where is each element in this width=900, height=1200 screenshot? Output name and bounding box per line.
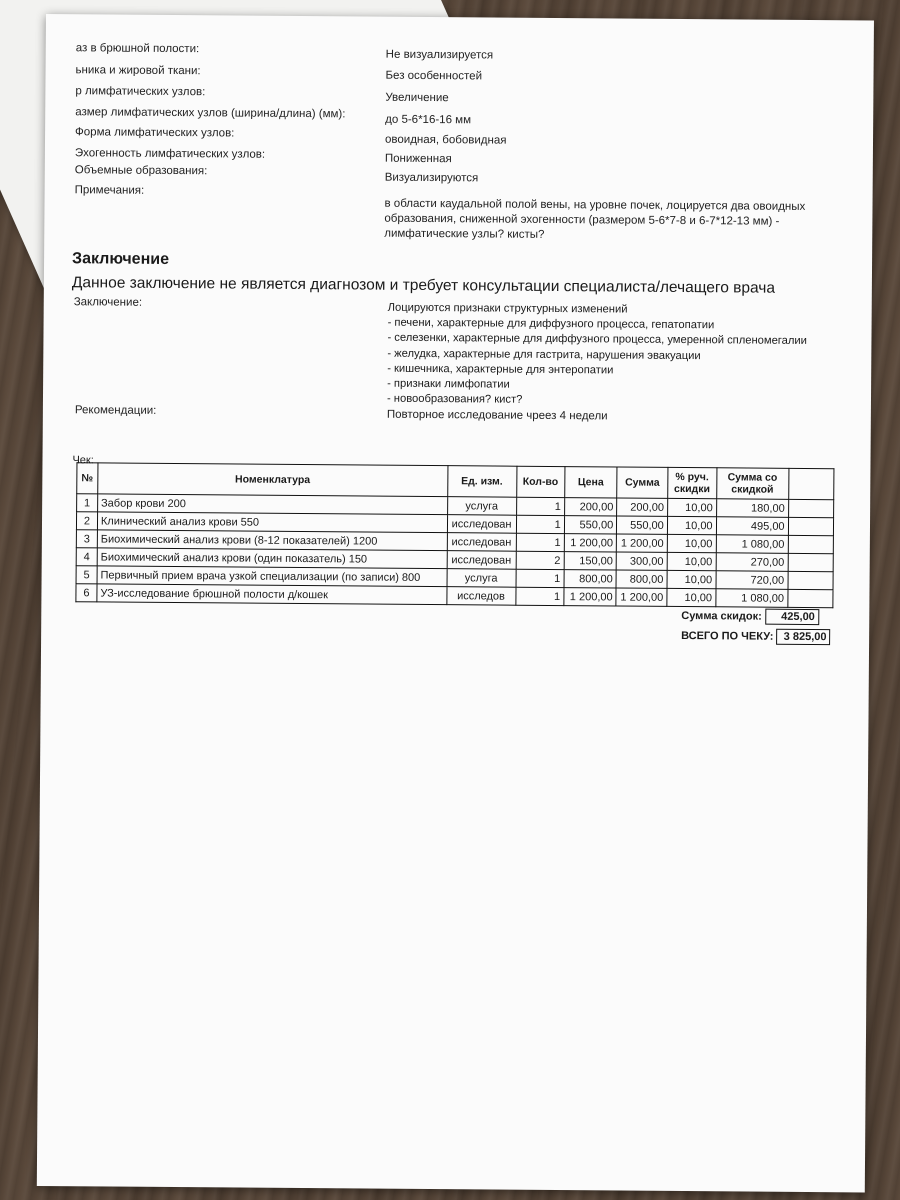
field-value: Визуализируются (384, 171, 479, 185)
row-discount-percent: 10,00 (667, 534, 716, 552)
row-price: 800,00 (564, 570, 617, 588)
header-discounted-sum: Сумма со скидкой (716, 468, 788, 500)
field-key: ьника и жировой ткани: (75, 64, 201, 78)
row-quantity: 1 (516, 569, 564, 587)
field-key: Объемные образования: (74, 164, 208, 178)
header-empty (788, 468, 834, 499)
row-discount-percent: 10,00 (667, 570, 716, 588)
row-empty (787, 589, 833, 607)
field-key: аз в брюшной полости: (75, 42, 200, 56)
conclusion-line: - желудка, характерные для гастрита, нарушения эвакуации (387, 347, 701, 362)
row-unit: услуга (447, 497, 516, 516)
row-price: 150,00 (564, 552, 617, 570)
header-price: Цена (564, 467, 617, 498)
row-item: УЗ-исследование брюшной полости д/кошек (97, 584, 447, 605)
conclusion-line: - селезенки, характерные для диффузного процесса, умеренной спленомегалии (387, 332, 807, 348)
notes-value: в области каудальной полой вены, на уровне почек, лоцируется два овоидных образования, сниженной эхогенности (размером 5-6*7-8 и 6-7*12-13 мм) - лимфатические узлы? кисты? (384, 197, 806, 241)
row-item: Первичный прием врача узкой специализации (по записи) 800 (97, 566, 447, 587)
conclusion-heading: Заключение (72, 250, 170, 268)
discount-total-label: Сумма скидок: (681, 610, 762, 623)
row-price: 1 200,00 (564, 534, 617, 552)
row-discounted-sum: 1 080,00 (716, 535, 788, 554)
row-item: Биохимический анализ крови (8-12 показателей) 1200 (97, 530, 447, 551)
row-discount-percent: 10,00 (667, 552, 716, 570)
row-unit: услуга (447, 569, 516, 588)
row-quantity: 1 (516, 533, 564, 551)
discount-total-row (681, 608, 819, 625)
row-unit: исследован (447, 515, 516, 534)
row-unit: исследован (447, 551, 516, 570)
row-price: 550,00 (564, 516, 617, 534)
row-unit: исследован (447, 533, 516, 552)
row-quantity: 1 (516, 497, 564, 515)
row-quantity: 1 (516, 515, 564, 533)
conclusion-label: Заключение: (73, 296, 143, 309)
row-quantity: 2 (516, 551, 564, 569)
row-discount-percent: 10,00 (667, 588, 716, 606)
row-index: 6 (76, 584, 97, 602)
header-item: Номенклатура (98, 463, 448, 497)
grand-total-row (681, 628, 831, 645)
row-index: 3 (76, 530, 97, 548)
row-discounted-sum: 270,00 (716, 553, 788, 572)
receipt-table (75, 462, 834, 608)
row-discounted-sum: 1 080,00 (715, 589, 787, 608)
row-index: 4 (76, 548, 97, 566)
recommendations-value: Повторное исследование чреез 4 недели (386, 408, 608, 423)
grand-total-label: ВСЕГО ПО ЧЕКУ: (681, 630, 774, 643)
field-key: р лимфатических узлов: (75, 85, 206, 99)
row-sum: 300,00 (616, 552, 667, 570)
row-price: 200,00 (564, 498, 617, 516)
row-sum: 800,00 (616, 570, 667, 588)
row-discount-percent: 10,00 (667, 498, 716, 516)
row-index: 1 (77, 494, 98, 512)
row-index: 2 (76, 512, 97, 530)
row-discounted-sum: 495,00 (716, 517, 788, 536)
conclusion-line: Лоцируются признаки структурных изменений (387, 301, 628, 316)
row-sum: 1 200,00 (616, 588, 667, 606)
receipt-label: Чек: (72, 454, 94, 467)
field-value: Без особенностей (385, 69, 483, 83)
row-unit: исследов (446, 587, 515, 606)
row-discounted-sum: 720,00 (716, 571, 788, 590)
row-sum: 550,00 (617, 516, 668, 534)
header-index: № (77, 463, 98, 494)
row-discount-percent: 10,00 (667, 516, 716, 534)
row-empty (788, 517, 834, 535)
field-value: до 5-6*16-16 мм (385, 113, 472, 127)
row-empty (788, 535, 834, 553)
row-item: Биохимический анализ крови (один показатель) 150 (97, 548, 447, 569)
row-quantity: 1 (515, 587, 563, 605)
row-empty (788, 571, 834, 589)
header-quantity: Кол-во (516, 466, 564, 497)
conclusion-line: - признаки лимфопатии (387, 377, 510, 391)
header-discount-percent: % руч. скидки (668, 467, 717, 498)
row-empty (788, 553, 834, 571)
field-key: Форма лимфатических узлов: (75, 126, 235, 140)
conclusion-line: - новообразования? кист? (386, 392, 523, 406)
conclusion-line: - печени, характерные для диффузного процесса, гепатопатии (387, 316, 715, 332)
discount-total-value: 425,00 (765, 609, 819, 625)
field-value: Увеличение (385, 91, 449, 105)
row-index: 5 (76, 566, 97, 584)
row-discounted-sum: 180,00 (716, 499, 788, 518)
row-item: Клинический анализ крови 550 (97, 512, 447, 533)
recommendations-label: Рекомендации: (74, 404, 157, 417)
field-value: Пониженная (384, 152, 452, 166)
header-unit: Ед. изм. (447, 466, 516, 498)
field-key: Примечания: (74, 184, 145, 197)
report-page (37, 14, 874, 1192)
row-price: 1 200,00 (564, 588, 617, 606)
field-value: овоидная, бобовидная (384, 133, 507, 147)
row-sum: 200,00 (617, 498, 668, 516)
field-value: Не визуализируется (385, 48, 494, 62)
conclusion-line: - кишечника, характерные для энтеропатии (387, 362, 614, 377)
field-key: азмер лимфатических узлов (ширина/длина) (мм): (75, 106, 346, 121)
conclusion-lines (387, 301, 807, 411)
row-item: Забор крови 200 (97, 494, 447, 515)
row-empty (788, 499, 834, 517)
header-sum: Сумма (617, 467, 668, 498)
grand-total-value: 3 825,00 (776, 629, 830, 645)
row-sum: 1 200,00 (617, 534, 668, 552)
conclusion-disclaimer: Данное заключение не является диагнозом и требует консультации специалиста/лечащего врача (71, 274, 776, 297)
field-key: Эхогенность лимфатических узлов: (74, 147, 266, 161)
